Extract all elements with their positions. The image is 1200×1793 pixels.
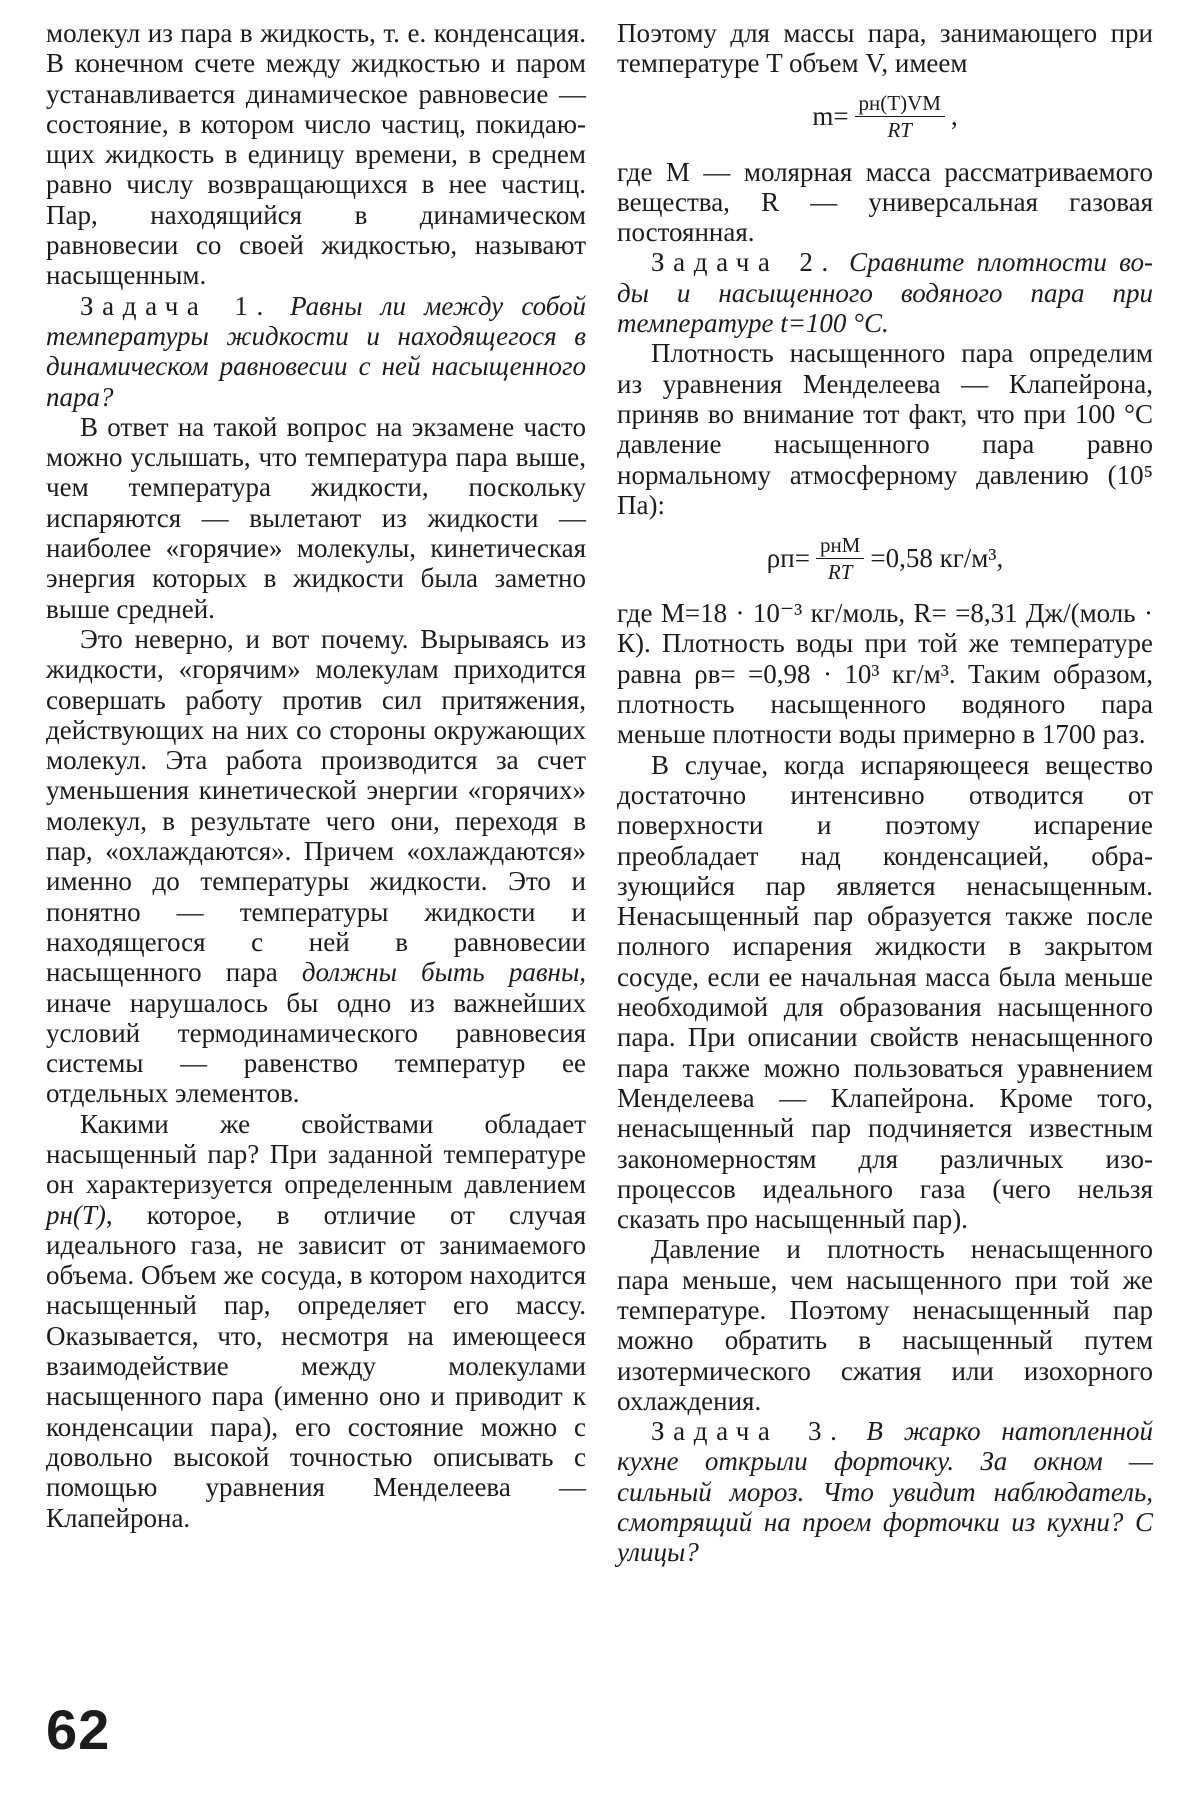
formula-density-lhs: ρп=: [766, 543, 810, 573]
task-1: [46, 291, 586, 412]
explanation-text-b: иначе нарушалось бы одно из важнейших условий термодинамического равновесия системы — равенство температур ее отдельных элементов.: [46, 987, 586, 1109]
properties-text-a: Какими же свойствами обладает насыщенный пар? При заданной температуре он характеризуется определенным давлением: [46, 1108, 586, 1200]
formula-density-numerator: pнM: [816, 532, 864, 559]
formula-mass-numerator: pн(T)VM: [855, 90, 945, 117]
paragraph-condensation: молекул из пара в жидкость, т. е. конденсация. В конечном счете между жидкостью и паром устанавливается динамическое равновесие — состояние, в котором число частиц, покидающих жидкость в единицу времени, в среднем равно числу возвращающихся в нее частиц. Пар, находящийся в динамическом равновесии со своей жидкостью, называют насыщенным.: [46, 18, 586, 291]
paragraph-saturated-properties: [46, 1109, 586, 1533]
paragraph-pressure-density: Давление и плотность ненасыщенного пара меньше, чем насыщенного при той же температуре. Поэтому ненасыщенный пар можно обратить в насыщенный путем изотермического сжатия или изохорного охлаждения.: [617, 1234, 1153, 1416]
task-3: [617, 1416, 1153, 1567]
formula-density-denominator: RT: [827, 559, 853, 584]
paragraph-explanation: [46, 624, 586, 1109]
explanation-emphasis: должны быть равны,: [301, 957, 586, 988]
formula-mass: [617, 83, 1153, 151]
formula-mass-denominator: RT: [887, 118, 912, 143]
task-3-label: Задача 3.: [651, 1416, 846, 1447]
paragraph-density-values: где M=18 · 10⁻³ кг/моль, R= =8,31 Дж/(моль · К). Плотность воды при той же температуре равна ρв= =0,98 · 10³ кг/м³. Таким образом, плотность насыщенного водяного пара меньше плотности воды примерно в 1700 раз.: [617, 598, 1153, 750]
task-2-label: Задача 2.: [651, 247, 837, 278]
paragraph-mass-intro: Поэтому для массы пара, занимающего при температуре T объем V, имеем: [617, 18, 1153, 79]
task-1-label: Задача 1.: [80, 290, 272, 321]
formula-density-tail: =0,58 кг/м³,: [870, 543, 1004, 573]
paragraph-molar-mass: где M — молярная масса рассматриваемого вещества, R — универсальная газовая постоянная.: [617, 156, 1153, 248]
page-number: 62: [46, 1698, 111, 1761]
formula-mass-fraction: [855, 90, 945, 143]
formula-mass-lhs: m=: [812, 101, 849, 132]
task-1-question: Равны ли между собой температуры жидкости и находящегося в динамическом равновесии с ней насыщенного пара?: [46, 290, 587, 412]
task-2-question: Сравните плотности воды и насыщенного водяного пара при температуре t=100 °С.: [617, 247, 1153, 339]
paragraph-exam-answer: В ответ на такой вопрос на экзамене часто можно услышать, что температура пара выше, чем температура жидкости, поскольку испаряются — вылетают из жидкости — наиболее «горячие» молекулы, кинетическая энергия которых в жидкости была заметно выше средней.: [46, 411, 586, 624]
properties-text-b: , которое, в отличие от случая идеального газа, не зависит от занимаемого объема. Объем же сосуда, в котором находится насыщенный пар, определяет его массу. Оказывается, что, несмотря на имеющееся взаимодействие между молекулами насыщенного пара (именно оно и приводит к конденсации пара), его состояние можно с довольно высокой точностью описывать с помощью уравнения Менделеева — Клапейрона.: [46, 1199, 586, 1533]
explanation-text-a: Это неверно, и вот почему. Вырываясь из жидкости, «горячим» молекулам приходится совершать работу против сил притяжения, действующих на них со стороны окружающих молекул. Эта работа производится за счет уменьшения кинетической энергии «горячих» молекул, в результате чего они, переходя в пар, «охлаждаются». Причем «охлаждаются» именно до температуры жидкости. Это и понятно — температуры жидкости и находящегося с ней в равновесии насыщенного пара: [46, 623, 586, 988]
left-column: [46, 18, 586, 1533]
formula-mass-tail: ,: [950, 101, 958, 132]
task-2: [617, 247, 1153, 338]
paragraph-unsaturated: В случае, когда испаряющееся вещество достаточно интенсивно отводится от поверхности и поэтому испарение преобладает над конденсацией, образующийся пар является ненасыщенным. Ненасыщенный пар образуется также после полного испарения жидкости в закрытом сосуде, если ее начальная масса была меньше необходимой для образования насыщенного пара. При описании свойств ненасыщенного пара также можно пользоваться уравнением Менделеева — Клапейрона. Кроме того, ненасыщенный пар подчиняется известным закономерностям для различных изопроцессов идеального газа (чего нельзя сказать про насыщенный пар).: [617, 749, 1153, 1235]
right-column: [617, 18, 1153, 1568]
formula-density: [617, 524, 1153, 592]
paragraph-density-intro: Плотность насыщенного пара определим из уравнения Менделеева — Клапейрона, приняв во внимание тот факт, что при 100 °С давление насыщенного пара равно нормальному атмосферному давлению (10⁵ Па):: [617, 338, 1153, 520]
pressure-symbol: pн(T): [46, 1199, 106, 1230]
task-3-question: В жарко натопленной кухне открыли форточку. За окном — сильный мороз. Что увидит наблюдатель, смотрящий на проем форточки из кухни? С улицы?: [617, 1416, 1154, 1568]
formula-density-fraction: [816, 532, 864, 585]
